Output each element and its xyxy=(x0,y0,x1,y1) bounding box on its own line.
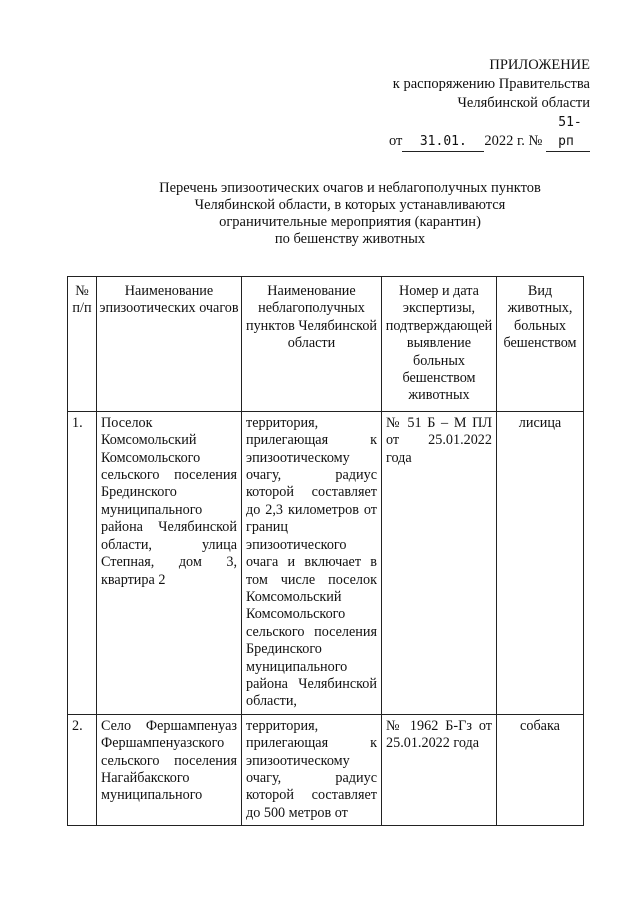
from-prefix: от xyxy=(388,133,403,149)
table-header-row xyxy=(68,277,584,412)
appendix-region: Челябинской области xyxy=(457,95,590,111)
appendix-title: ПРИЛОЖЕНИЕ xyxy=(489,57,590,73)
row-animal: лисица xyxy=(497,411,584,714)
row-exam: № 51 Б – М ПЛ от 25.01.2022 года xyxy=(382,411,497,714)
title-line-2: Челябинской области, в которых устанавливаются xyxy=(194,197,506,213)
row-focus: Село Фершампенуаз Фершампенуазского сельского поселения Нагайбакского муниципального xyxy=(97,714,242,825)
header-animal: Вид животных, больных бешенством xyxy=(497,277,584,412)
handwritten-number: 51-рп xyxy=(558,115,582,149)
header-point: Наименование неблагополучных пунктов Челябинской области xyxy=(242,277,382,412)
header-exam: Номер и дата экспертизы, подтверждающей выявление больных бешенством животных xyxy=(382,277,497,412)
row-animal: собака xyxy=(497,714,584,825)
appendix-decree: к распоряжению Правительства xyxy=(392,76,590,92)
title-line-1: Перечень эпизоотических очагов и неблагополучных пунктов xyxy=(159,180,541,196)
appendix-date-line xyxy=(330,113,590,152)
row-point: территория, прилегающая к эпизоотическому очагу, радиус которой составляет до 2,3 километров от границ эпизоотического очага и включает в том числе поселок Комсомольский Комсомольского сельского поселения Брединского муниципального района Челябинской области, xyxy=(242,411,382,714)
header-number: № п/п xyxy=(68,277,97,412)
document-title xyxy=(100,180,600,248)
date-field xyxy=(402,132,484,152)
foci-table xyxy=(67,276,584,826)
row-exam: № 1962 Б-Гз от 25.01.2022 года xyxy=(382,714,497,825)
appendix-header xyxy=(330,56,590,152)
handwritten-date: 31.01. xyxy=(419,134,467,149)
header-focus: Наименование эпизоотических очагов xyxy=(97,277,242,412)
number-field xyxy=(546,113,590,152)
year-text: 2022 г. № xyxy=(484,133,543,149)
table-row xyxy=(68,411,584,714)
row-number: 2. xyxy=(68,714,97,825)
title-line-3: ограничительные мероприятия (карантин) xyxy=(219,214,481,230)
title-line-4: по бешенству животных xyxy=(274,231,426,247)
row-number: 1. xyxy=(68,411,97,714)
table-row xyxy=(68,714,584,825)
row-focus: Поселок Комсомольский Комсомольского сельского поселения Брединского муниципального района Челябинской области, улица Степная, дом 3, квартира 2 xyxy=(97,411,242,714)
row-point: территория, прилегающая к эпизоотическому очагу, радиус которой составляет до 500 метров от xyxy=(242,714,382,825)
